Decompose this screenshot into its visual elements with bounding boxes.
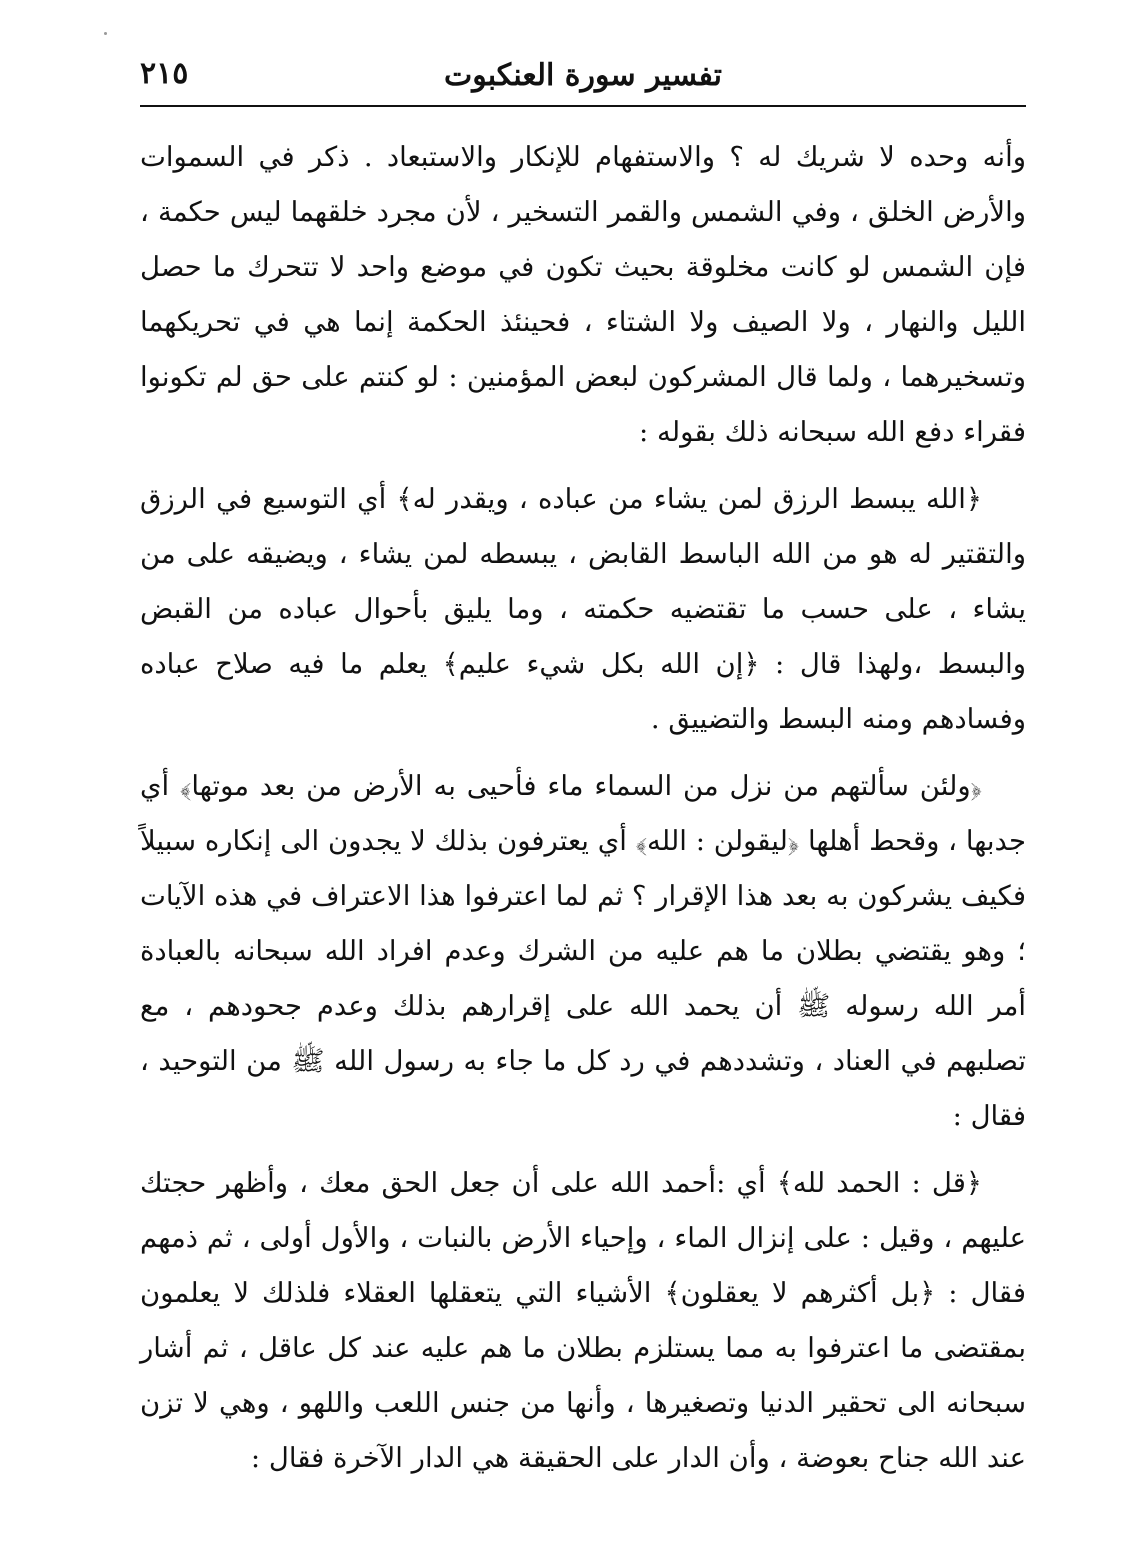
running-title: تفسير سورة العنكبوت (444, 58, 722, 93)
page-number: ٢١٥ (140, 56, 189, 91)
page-body (140, 130, 1026, 1498)
page-header (140, 52, 1026, 108)
paragraph-2: ﴿الله يبسط الرزق لمن يشاء من عباده ، ويقدر له﴾ أي التوسيع في الرزق والتقتير له هو من الله الباسط القابض ، يبسطه لمن يشاء ، ويضيقه على من يشاء ، على حسب ما تقتضيه حكمته ، وما يليق بأحوال عباده من القبض والبسط ،ولهذا قال : ﴿إن الله بكل شيء عليم﴾ يعلم ما فيه صلاح عباده وفسادهم ومنه البسط والتضييق . (140, 483, 1026, 735)
header-rule (140, 105, 1026, 107)
paragraph-4: ﴿قل : الحمد لله﴾ أي :أحمد الله على أن جعل الحق معك ، وأظهر حجتك عليهم ، وقيل : على إنزال الماء ، وإحياء الأرض بالنبات ، والأول أولى ، ثم ذمهم فقال : ﴿بل أكثرهم لا يعقلون﴾ الأشياء التي يتعقلها العقلاء فلذلك لا يعلمون بمقتضى ما اعترفوا به مما يستلزم بطلان ما هم عليه عند كل عاقل ، ثم أشار سبحانه الى تحقير الدنيا وتصغيرها ، وأنها من جنس اللعب واللهو ، وهي لا تزن عند الله جناح بعوضة ، وأن الدار على الحقيقة هي الدار الآخرة فقال : (140, 1167, 1026, 1474)
paragraph-1: وأنه وحده لا شريك له ؟ والاستفهام للإنكار والاستبعاد . ذكر في السموات والأرض الخلق ، وفي الشمس والقمر التسخير ، لأن مجرد خلقهما ليس حكمة ، فإن الشمس لو كانت مخلوقة بحيث تكون في موضع واحد لا تتحرك ما حصل الليل والنهار ، ولا الصيف ولا الشتاء ، فحينئذ الحكمة إنما هي في تحريكهما وتسخيرهما ، ولما قال المشركون لبعض المؤمنين : لو كنتم على حق لم تكونوا فقراء دفع الله سبحانه ذلك بقوله : (140, 141, 1026, 448)
paragraph-3: ﴿ولئن سألتهم من نزل من السماء ماء فأحيى به الأرض من بعد موتها﴾ أي جدبها ، وقحط أهلها ﴿ليقولن : الله﴾ أي يعترفون بذلك لا يجدون الى إنكاره سبيلاً فكيف يشركون به بعد هذا الإقرار ؟ ثم لما اعترفوا هذا الاعتراف في هذه الآيات ؛ وهو يقتضي بطلان ما هم عليه من الشرك وعدم افراد الله سبحانه بالعبادة أمر الله رسوله ﷺ أن يحمد الله على إقرارهم بذلك وعدم جحودهم ، مع تصلبهم في العناد ، وتشددهم في رد كل ما جاء به رسول الله ﷺ من التوحيد ، فقال : (140, 770, 1026, 1132)
scan-speck (104, 32, 107, 35)
